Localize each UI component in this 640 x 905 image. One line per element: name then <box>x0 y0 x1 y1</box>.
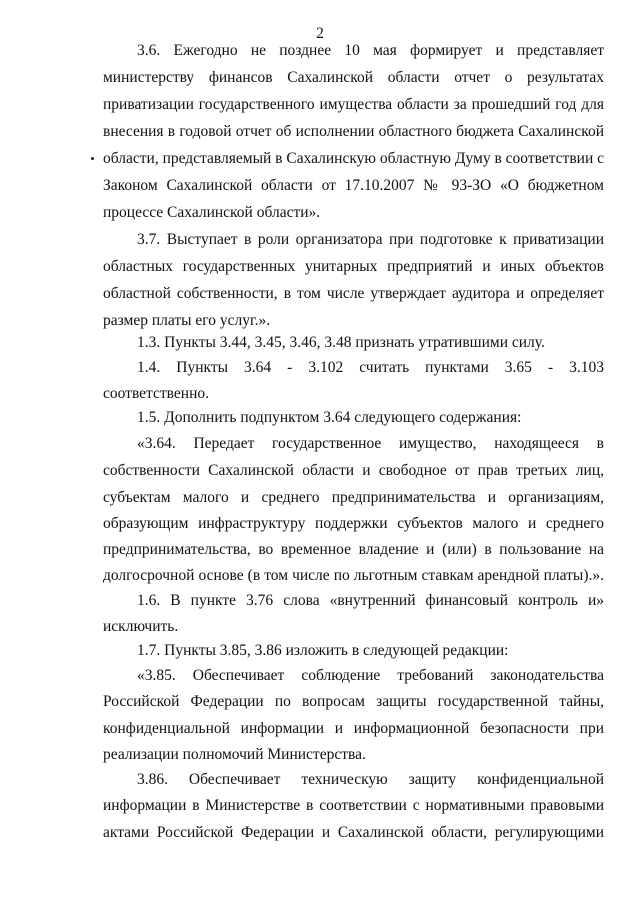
text-line: 3.6. Ежегодно не позднее 10 мая формирует и представляет <box>137 42 604 59</box>
text-line: 1.3. Пункты 3.44, 3.45, 3.46, 3.48 признать утратившими силу. <box>137 334 545 351</box>
text-line: 1.5. Дополнить подпунктом 3.64 следующего содержания: <box>137 409 522 426</box>
text-line: 1.6. В пункте 3.76 слова «внутренний финансовый контроль и» <box>137 592 604 609</box>
text-line: 1.4. Пункты 3.64 - 3.102 считать пунктами 3.65 - 3.103 <box>137 359 604 376</box>
text-line: 3.86. Обеспечивает техническую защиту конфиденциальной <box>137 771 604 788</box>
page-number: 2 <box>316 25 324 42</box>
text-line: Российской Федерации по вопросам защиты государственной тайны, <box>103 693 604 710</box>
text-line: информации в Министерстве в соответствии с нормативными правовыми <box>103 797 604 814</box>
text-line: Законом Сахалинской области от 17.10.2007 № 93-ЗО «О бюджетном <box>103 177 604 194</box>
text-line: субъектам малого и среднего предпринимательства и организациям, <box>103 489 604 506</box>
text-line: конфиденциальной информации и информационной безопасности при <box>103 720 604 737</box>
text-line: предпринимательства, во временное владение и (или) в пользование на <box>103 541 604 558</box>
text-line: «3.85. Обеспечивает соблюдение требований законодательства <box>137 667 604 684</box>
scan-speck <box>91 157 94 160</box>
text-line: долгосрочной основе (в том числе по льготным ставкам арендной платы).». <box>103 567 604 584</box>
text-line: реализации полномочий Министерства. <box>103 746 366 763</box>
text-line: собственности Сахалинской области и свободное от прав третьих лиц, <box>103 462 604 479</box>
text-line: актами Российской Федерации и Сахалинской области, регулирующими <box>103 824 604 841</box>
text-line: исключить. <box>103 618 179 635</box>
text-line: области, представляемый в Сахалинскую областную Думу в соответствии с <box>103 150 604 167</box>
text-line: министерству финансов Сахалинской области отчет о результатах <box>103 69 604 86</box>
text-line: приватизации государственного имущества области за прошедший год для <box>103 96 604 113</box>
text-line: областных государственных унитарных предприятий и иных объектов <box>103 258 604 275</box>
text-line: 1.7. Пункты 3.85, 3.86 изложить в следующей редакции: <box>137 642 509 659</box>
text-line: размер платы его услуг.». <box>103 312 271 329</box>
text-line: процессе Сахалинской области». <box>103 204 321 221</box>
text-line: областной собственности, в том числе утверждает аудитора и определяет <box>103 285 604 302</box>
text-line: соответственно. <box>103 385 209 402</box>
text-line: «3.64. Передает государственное имущество, находящееся в <box>137 435 604 452</box>
text-line: образующим инфраструктуру поддержки субъектов малого и среднего <box>103 515 604 532</box>
text-line: 3.7. Выступает в роли организатора при подготовке к приватизации <box>137 231 604 248</box>
text-line: внесения в годовой отчет об исполнении областного бюджета Сахалинской <box>103 123 604 140</box>
